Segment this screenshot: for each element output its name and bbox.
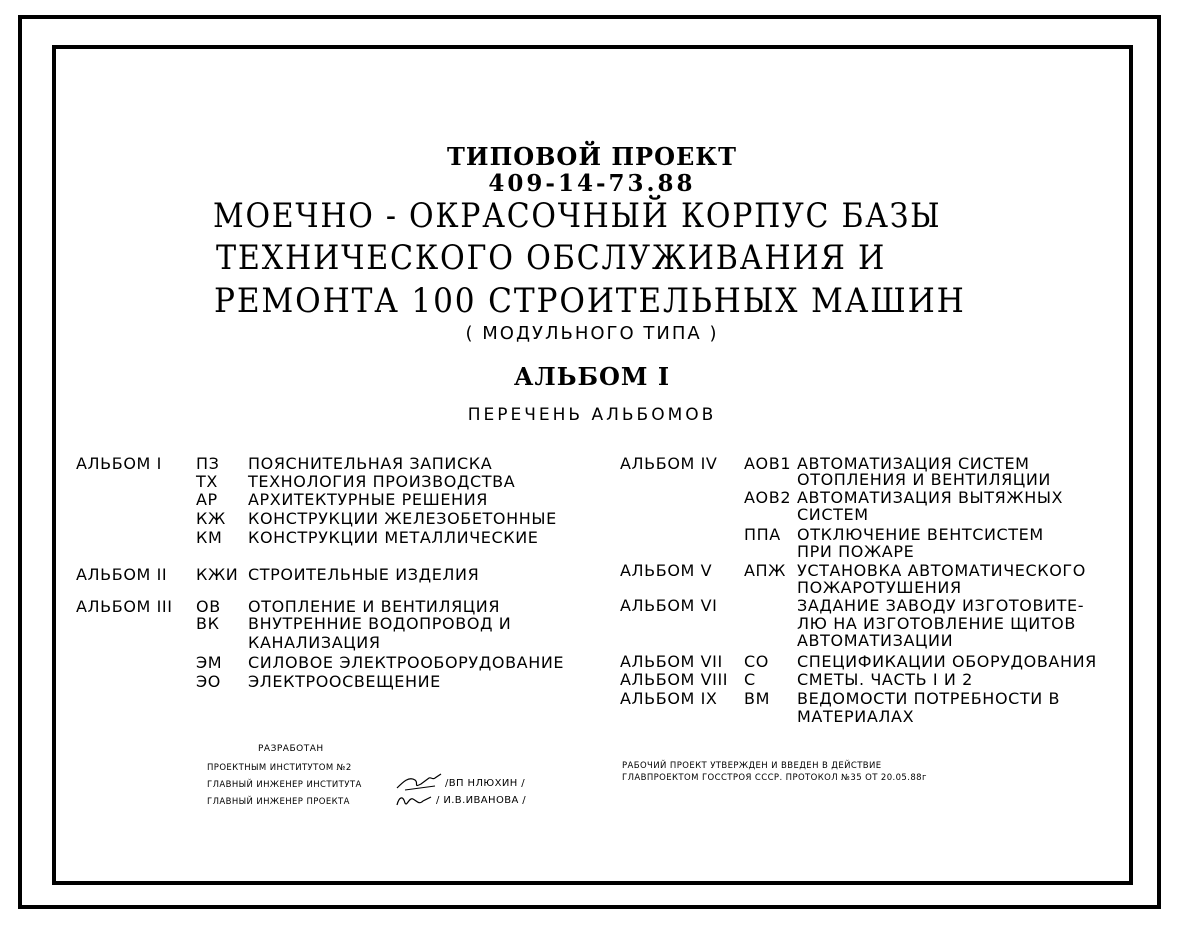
- section-code: ОВ: [196, 597, 221, 616]
- album-list-heading: ПЕРЕЧЕНЬ АЛЬБОМОВ: [467, 405, 717, 425]
- section-title: КОНСТРУКЦИИ МЕТАЛЛИЧЕСКИЕ: [248, 528, 539, 547]
- section-code: ППА: [744, 525, 781, 544]
- section-title: АВТОМАТИЗАЦИЯ СИСТЕМ: [797, 454, 1030, 473]
- album-number: АЛЬБОМ I: [76, 454, 162, 473]
- section-title: СПЕЦИФИКАЦИИ ОБОРУДОВАНИЯ: [797, 652, 1097, 671]
- approval-line-1: РАБОЧИЙ ПРОЕКТ УТВЕРЖДЕН И ВВЕДЕН В ДЕЙСТВИЕ: [622, 761, 882, 771]
- album-number: АЛЬБОМ V: [620, 561, 713, 580]
- subtitle: ( МОДУЛЬНОГО ТИПА ): [465, 323, 719, 344]
- section-code: ПЗ: [196, 454, 220, 473]
- section-title: ОТКЛЮЧЕНИЕ ВЕНТСИСТЕМ: [797, 525, 1044, 544]
- section-code: КЖИ: [196, 565, 239, 584]
- album-number: АЛЬБОМ IX: [620, 689, 718, 708]
- chief-engineer-institute-label: ГЛАВНЫЙ ИНЖЕНЕР ИНСТИТУТА: [207, 780, 362, 790]
- chief-engineer-institute-name: /ВП НЛЮХИН /: [445, 778, 525, 789]
- album-number: АЛЬБОМ III: [76, 597, 173, 616]
- section-title: ЛЮ НА ИЗГОТОВЛЕНИЕ ЩИТОВ: [797, 614, 1076, 633]
- album-number: АЛЬБОМ VIII: [620, 670, 729, 689]
- section-title: АРХИТЕКТУРНЫЕ РЕШЕНИЯ: [248, 490, 488, 509]
- section-title: СИСТЕМ: [797, 505, 869, 524]
- section-title: ОТОПЛЕНИЕ И ВЕНТИЛЯЦИЯ: [248, 597, 501, 616]
- title-line-2: ТЕХНИЧЕСКОГО ОБСЛУЖИВАНИЯ И: [216, 238, 887, 278]
- section-title: ВЕДОМОСТИ ПОТРЕБНОСТИ В: [797, 689, 1061, 708]
- section-title: УСТАНОВКА АВТОМАТИЧЕСКОГО: [797, 561, 1086, 580]
- album-number: АЛЬБОМ IV: [620, 454, 718, 473]
- project-label: ТИПОВОЙ ПРОЕКТ: [447, 142, 737, 171]
- album-number: АЛЬБОМ VII: [620, 652, 723, 671]
- section-title: СТРОИТЕЛЬНЫЕ ИЗДЕЛИЯ: [248, 565, 480, 584]
- section-code: АОВ1: [744, 454, 792, 473]
- section-title: ВНУТРЕННИЕ ВОДОПРОВОД И: [248, 614, 512, 633]
- section-title: АВТОМАТИЗАЦИИ: [797, 631, 954, 650]
- section-title: ПОЯСНИТЕЛЬНАЯ ЗАПИСКА: [248, 454, 493, 473]
- section-code: С: [744, 670, 756, 689]
- section-code: ЭО: [196, 672, 221, 691]
- section-title: ОТОПЛЕНИЯ И ВЕНТИЛЯЦИИ: [797, 470, 1051, 489]
- section-title: СИЛОВОЕ ЭЛЕКТРООБОРУДОВАНИЕ: [248, 653, 565, 672]
- section-title: СМЕТЫ. ЧАСТЬ I И 2: [797, 670, 973, 689]
- section-title: ЭЛЕКТРООСВЕЩЕНИЕ: [248, 672, 441, 691]
- chief-engineer-project-label: ГЛАВНЫЙ ИНЖЕНЕР ПРОЕКТА: [207, 797, 350, 807]
- album-number: АЛЬБОМ VI: [620, 596, 718, 615]
- section-title: ТЕХНОЛОГИЯ ПРОИЗВОДСТВА: [248, 472, 516, 491]
- developed-by-heading: РАЗРАБОТАН: [258, 744, 324, 754]
- section-code: АР: [196, 490, 218, 509]
- album-number: АЛЬБОМ II: [76, 565, 168, 584]
- section-code: АОВ2: [744, 488, 792, 507]
- section-title: МАТЕРИАЛАХ: [797, 707, 915, 726]
- project-number: 409-14-73.88: [488, 170, 696, 197]
- section-title: КОНСТРУКЦИИ ЖЕЛЕЗОБЕТОННЫЕ: [248, 509, 557, 528]
- section-title: КАНАЛИЗАЦИЯ: [248, 633, 381, 652]
- section-title: ПОЖАРОТУШЕНИЯ: [797, 578, 962, 597]
- section-code: КМ: [196, 528, 223, 547]
- section-code: АПЖ: [744, 561, 787, 580]
- section-title: АВТОМАТИЗАЦИЯ ВЫТЯЖНЫХ: [797, 488, 1064, 507]
- title-line-3: РЕМОНТА 100 СТРОИТЕЛЬНЫХ МАШИН: [214, 281, 966, 321]
- title-line-1: МОЕЧНО - ОКРАСОЧНЫЙ КОРПУС БАЗЫ: [213, 196, 942, 236]
- section-code: ЭМ: [196, 653, 223, 672]
- chief-engineer-project-name: / И.В.ИВАНОВА /: [436, 795, 527, 806]
- section-code: ВМ: [744, 689, 770, 708]
- signature-project-engineer: [393, 789, 439, 811]
- section-code: КЖ: [196, 509, 226, 528]
- album-label: АЛЬБОМ I: [513, 362, 671, 391]
- section-title: ПРИ ПОЖАРЕ: [797, 542, 915, 561]
- section-title: ЗАДАНИЕ ЗАВОДУ ИЗГОТОВИТЕ-: [797, 596, 1085, 615]
- approval-line-2: ГЛАВПРОЕКТОМ ГОССТРОЯ СССР. ПРОТОКОЛ №35 ОТ 20.05.88г: [622, 773, 927, 783]
- section-code: СО: [744, 652, 769, 671]
- section-code: ВК: [196, 614, 220, 633]
- institute-line: ПРОЕКТНЫМ ИНСТИТУТОМ №2: [207, 763, 352, 773]
- section-code: ТХ: [196, 472, 218, 491]
